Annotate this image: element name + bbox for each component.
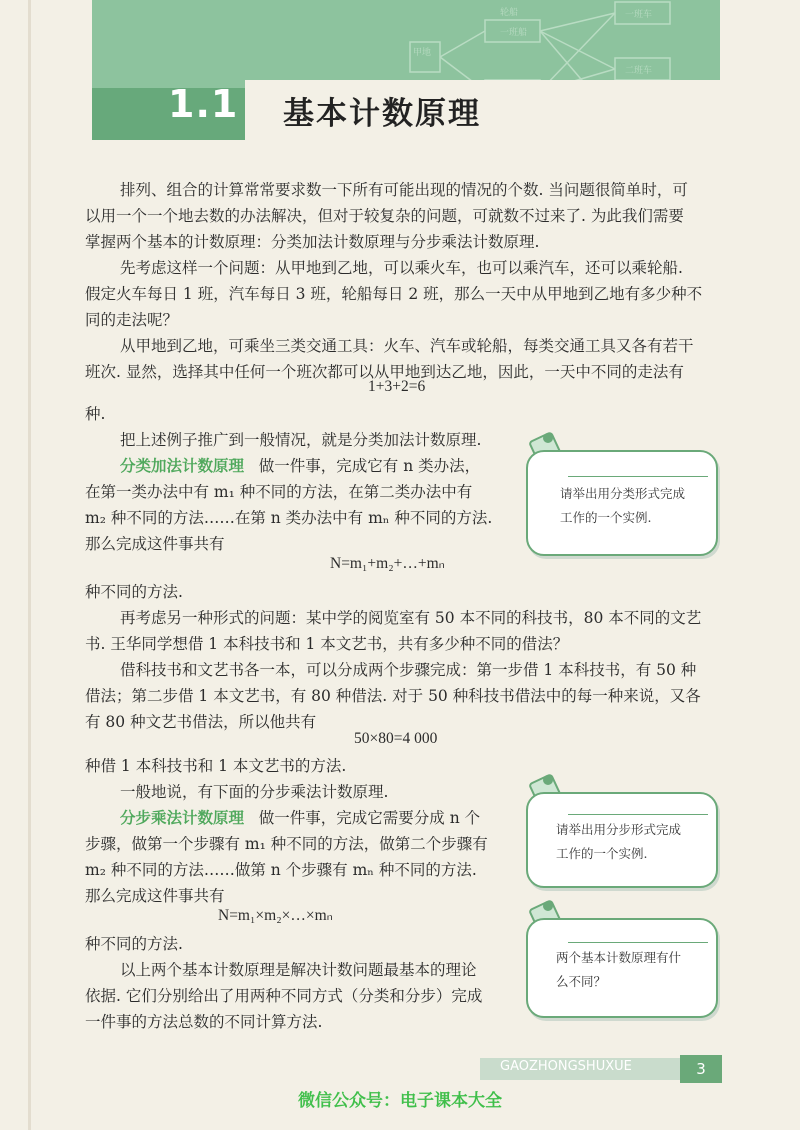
- side-note-3-text: [556, 946, 681, 994]
- para-3-line-1: 从甲地到乙地，可乘坐三类交通工具：火车、汽车或轮船，每类交通工具又各有若干: [120, 337, 694, 355]
- side-note-2-rule: [568, 814, 708, 815]
- para-4: 把上述例子推广到一般情况，就是分类加法计数原理.: [120, 431, 482, 449]
- formula-mul-principle: N=m₁×m₂×…×mₙ: [218, 907, 333, 924]
- side-note-1-text: [560, 482, 685, 530]
- para-2-line-3: 同的走法呢？: [85, 311, 179, 329]
- section-number: 1.1: [168, 82, 239, 126]
- add-principle-line-2: 在第一类办法中有 m₁ 种不同的方法，在第二类办法中有: [85, 483, 473, 501]
- watermark-text: 微信公众号：电子课本大全: [298, 1091, 502, 1111]
- side-note-2-line-1: 请举出用分步形式完成: [556, 822, 682, 837]
- diagram-right-mid-label: 二班车: [625, 66, 653, 76]
- diagram-right-top-label: 一班车: [625, 10, 653, 20]
- mul-principle-end: 种不同的方法.: [85, 935, 183, 953]
- para-5-line-1: 再考虑另一种形式的问题：某中学的阅览室有 50 本不同的科技书，80 本不同的文艺: [120, 609, 702, 627]
- para-8-line-3: 一件事的方法总数的不同计算方法.: [85, 1013, 323, 1031]
- para-1-line-1: 排列、组合的计算常常要求数一下所有可能出现的情况的个数. 当问题很简单时，可: [120, 181, 688, 199]
- side-note-2: [520, 770, 720, 890]
- section-title: 基本计数原理: [283, 96, 481, 132]
- side-note-3: [520, 896, 720, 1020]
- add-principle-line-4: 那么完成这件事共有: [85, 535, 225, 553]
- side-note-2-text: [556, 818, 681, 866]
- mul-principle-name: 分步乘法计数原理: [120, 808, 245, 827]
- add-principle-line-3: m₂ 种不同的方法……在第 n 类办法中有 mₙ 种不同的方法.: [85, 509, 493, 527]
- para-6-line-2: 借法；第二步借 1 本文艺书，有 80 种借法. 对于 50 种科技书借法中的每一种来说，又各: [85, 687, 701, 705]
- para-7: 一般地说，有下面的分步乘法计数原理.: [120, 783, 389, 801]
- side-note-3-rule: [568, 942, 708, 943]
- mul-principle-text-1: 做一件事，完成它需要分成 n 个: [258, 809, 481, 827]
- side-note-1-line-2: 工作的一个实例.: [560, 509, 652, 525]
- mul-principle-line-4: 那么完成这件事共有: [85, 887, 225, 905]
- formula-add-principle: N=m₁+m₂+…+mₙ: [330, 555, 445, 572]
- diagram-mid-small-label: 轮船: [500, 8, 519, 18]
- para-2-line-1: 先考虑这样一个问题：从甲地到乙地，可以乘火车，也可以乘汽车，还可以乘轮船.: [120, 259, 683, 277]
- para-8-line-2: 依据. 它们分别给出了用两种不同方式（分类和分步）完成: [85, 987, 483, 1005]
- para-1-line-3: 掌握两个基本的计数原理：分类加法计数原理与分步乘法计数原理.: [85, 233, 540, 251]
- para-8-line-1: 以上两个基本计数原理是解决计数问题最基本的理论: [120, 961, 477, 979]
- add-principle-text-1: 做一件事，完成它有 n 类办法，: [258, 457, 481, 475]
- para-3-end: 种.: [85, 405, 106, 423]
- side-note-3-line-2: 么不同？: [556, 973, 607, 989]
- diagram-origin-label: 甲地: [413, 48, 432, 58]
- formula-product: 50×80=4 000: [354, 730, 438, 747]
- mul-principle-line-3: m₂ 种不同的方法……做第 n 个步骤有 mₙ 种不同的方法.: [85, 861, 477, 879]
- page-binding-edge: [28, 0, 31, 1130]
- para-3-line-2: 班次. 显然，选择其中任何一个班次都可以从甲地到达乙地，因此，一天中不同的走法有: [85, 363, 684, 381]
- para-5-line-2: 书. 王华同学想借 1 本科技书和 1 本文艺书，共有多少种不同的借法？: [85, 635, 569, 653]
- para-6-end: 种借 1 本科技书和 1 本文艺书的方法.: [85, 757, 347, 775]
- para-6-line-1: 借科技书和文艺书各一本，可以分成两个步骤完成：第一步借 1 本科技书，有 50 种: [120, 661, 697, 679]
- add-principle-name: 分类加法计数原理: [120, 456, 245, 475]
- mul-principle-line-1: [120, 806, 480, 828]
- mul-principle-line-2: 步骤，做第一个步骤有 m₁ 种不同的方法，做第二个步骤有: [85, 835, 488, 853]
- formula-sum: 1+3+2=6: [368, 378, 426, 395]
- para-1-line-2: 以用一个一个地去数的办法解决，但对于较复杂的问题，可就数不过来了. 为此我们需要: [85, 207, 684, 225]
- add-principle-end: 种不同的方法.: [85, 583, 183, 601]
- side-note-1-rule: [568, 476, 708, 477]
- side-note-1: [520, 428, 720, 558]
- side-note-2-line-2: 工作的一个实例.: [556, 845, 648, 861]
- para-6-line-3: 有 80 种文艺书借法，所以他共有: [85, 713, 317, 731]
- para-2-line-2: 假定火车每日 1 班，汽车每日 3 班，轮船每日 2 班，那么一天中从甲地到乙地有多少种不: [85, 285, 703, 303]
- add-principle-line-1: [120, 454, 480, 476]
- page-number: 3: [680, 1055, 722, 1083]
- side-note-3-line-1: 两个基本计数原理有什: [556, 950, 682, 965]
- side-note-1-line-1: 请举出用分类形式完成: [560, 486, 686, 501]
- running-head: GAOZHONGSHUXUE: [500, 1059, 632, 1074]
- diagram-mid-top-label: 一班船: [500, 28, 528, 38]
